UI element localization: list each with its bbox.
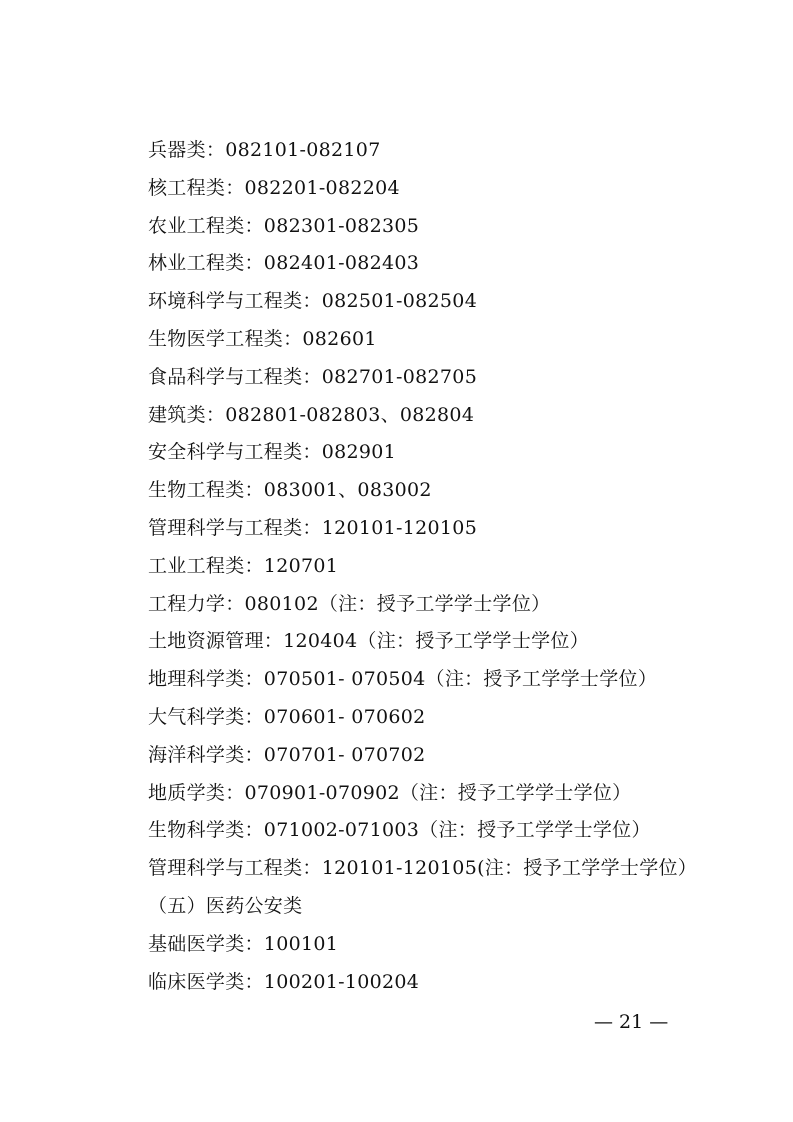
list-item-environmental-engineering: 环境科学与工程类：082501-082504 <box>148 290 478 313</box>
list-item-architecture: 建筑类：082801-082803、082804 <box>148 403 475 426</box>
list-item-land-resource-management: 土地资源管理：120404（注：授予工学学士学位） <box>148 630 590 653</box>
page-number: — 21 — <box>594 1011 669 1033</box>
list-item-nuclear-engineering: 核工程类：082201-082204 <box>148 176 400 199</box>
list-item-industrial-engineering: 工业工程类：120701 <box>148 554 339 577</box>
list-item-marine-science: 海洋科学类：070701- 070702 <box>148 743 426 766</box>
section-heading-medicine-police: （五）医药公安类 <box>148 894 303 917</box>
list-item-biological-science: 生物科学类：071002-071003（注：授予工学学士学位） <box>148 819 651 842</box>
list-item-clinical-medicine: 临床医学类：100201-100204 <box>148 970 420 993</box>
list-item-safety-engineering: 安全科学与工程类：082901 <box>148 441 397 464</box>
list-item-forestry-engineering: 林业工程类：082401-082403 <box>148 252 420 275</box>
list-item-basic-medicine: 基础医学类：100101 <box>148 932 339 955</box>
list-item-geology: 地质学类：070901-070902（注：授予工学学士学位） <box>148 781 632 804</box>
list-item-engineering-mechanics: 工程力学：080102（注：授予工学学士学位） <box>148 592 551 615</box>
list-item-management-engineering: 管理科学与工程类：120101-120105 <box>148 516 478 539</box>
list-item-agricultural-engineering: 农业工程类：082301-082305 <box>148 214 420 237</box>
list-item-biomedical-engineering: 生物医学工程类：082601 <box>148 327 377 350</box>
list-item-weapons: 兵器类：082101-082107 <box>148 139 381 161</box>
list-item-food-engineering: 食品科学与工程类：082701-082705 <box>148 365 478 388</box>
list-item-geography: 地理科学类：070501- 070504（注：授予工学学士学位） <box>148 668 658 691</box>
list-item-management-engineering-degree: 管理科学与工程类：120101-120105(注：授予工学学士学位） <box>148 857 698 880</box>
list-item-atmospheric-science: 大气科学类：070601- 070602 <box>148 705 426 728</box>
major-list <box>148 132 748 1001</box>
list-item-bioengineering: 生物工程类：083001、083002 <box>148 479 432 502</box>
